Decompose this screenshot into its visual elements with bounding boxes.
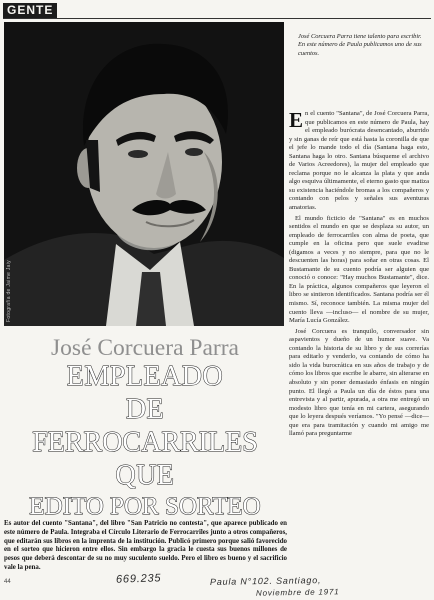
headline (4, 360, 286, 522)
article-body-column (289, 110, 429, 441)
body-paragraph-1 (289, 110, 429, 213)
headline-line-3: FERROCARRILES (32, 427, 258, 458)
section-tag: GENTE (3, 3, 57, 18)
page-number: 44 (4, 579, 11, 585)
portrait-photo (4, 22, 284, 326)
photo-credit: Fotografía de Jaime Jaiy (6, 260, 12, 322)
headline-line-1: EMPLEADO (66, 361, 224, 392)
handwritten-date-note: Noviembre de 1971 (255, 587, 340, 598)
body-paragraph-1-text: n el cuento "Santana", de José Corcuera Parra, que publicamos en este número de Paula, hay el empleado burócrata desencantado, aburrido y sin ganas de reír que está hasta la coronilla de que el jefe lo mande todo el día (Santana haga esto, Santana haga lo otro. Santana búsqueme el archivo de Varios Acreedores), la mujer del empleado que reclama porque no le alcanza la plata y que anda algo esquiva últimamente, el eterno gasto que matiza su existencia haciéndole bromas a los compañeros y contando con pelos y señales sus aventuras amatorias. (289, 110, 429, 212)
headline-line-5: EDITO POR SORTEO (29, 493, 261, 520)
author-name: José Corcuera Parra (51, 335, 239, 361)
handwritten-catalog-number: 669.235 (115, 572, 162, 586)
headline-line-4: QUE (115, 460, 175, 491)
body-paragraph-2: El mundo ficticio de "Santana" es en muchos sentidos el mundo en que se desplaza su autor, un empleado de ferrocarriles con alma de poeta, que cumple en la oficina pero que suele evadirse (digamos a veces y no siempre, para que no le descuenten las horas) para soñar en otras cosas. El Bustamante de su cuento podría ser alguien que conoció o conoce: "Hay muchos Bustamante", dice. En la práctica, algunos compañeros que leyeron el libro se sintieron identificados. Santana podría ser él mismo. Sí, reconoce también. La misma mujer del cuento lleva —incluso— el nombre de su mujer, María Lucía González. (289, 214, 429, 325)
photo-caption: José Corcuera Parra tiene talento para escribir. En este número de Paula publicamos uno de sus cuentos. (298, 33, 422, 57)
body-paragraph-3: José Corcuera es tranquilo, conversador sin aspavientos y dueño de un humor suave. Va contando la historia de su libro y de sus correrías para editarlo y venderlo, va contando de cómo ha sido la vida burocrática en sus años de trabajo y de cómo los libros que escribe le abarre, sin alterarse en absoluto y sin poner demasiado énfasis en ningún punto. El llegó a Paula un día de éstos para una entrevista y al partir, apurada, a otra me entregó un modesto libro que tenía en mi cartera, asegurando que lo leyera después veríamos. "Yo pensé —dice— que era para tramitación y cuando mi amigo me llamó para preguntarme (289, 327, 429, 438)
header-rule (3, 18, 431, 19)
intro-paragraph: Es autor del cuento "Santana", del libro "San Patricio no contesta", que aparece publicado en este número de Paula. Integraba el Círculo Literario de Ferrocarriles junto a otros compañeros, que editarán sus libros en la imprenta de la institución. Publicó primero porque salió favorecido en el sorteo que hicieron entre ellos. Sin embargo la gracia le cuesta sus buenos millones de pesos que deberá descontar de su no muy suculento sueldo. Pero el libro es bueno y el sacrificio vale la pena. (4, 520, 287, 571)
headline-line-2: DE (125, 394, 165, 425)
portrait-illustration (4, 22, 284, 326)
handwritten-source-note: Paula N°102. Santiago, (209, 575, 322, 587)
section-header (0, 2, 434, 20)
drop-cap: E (289, 108, 304, 132)
